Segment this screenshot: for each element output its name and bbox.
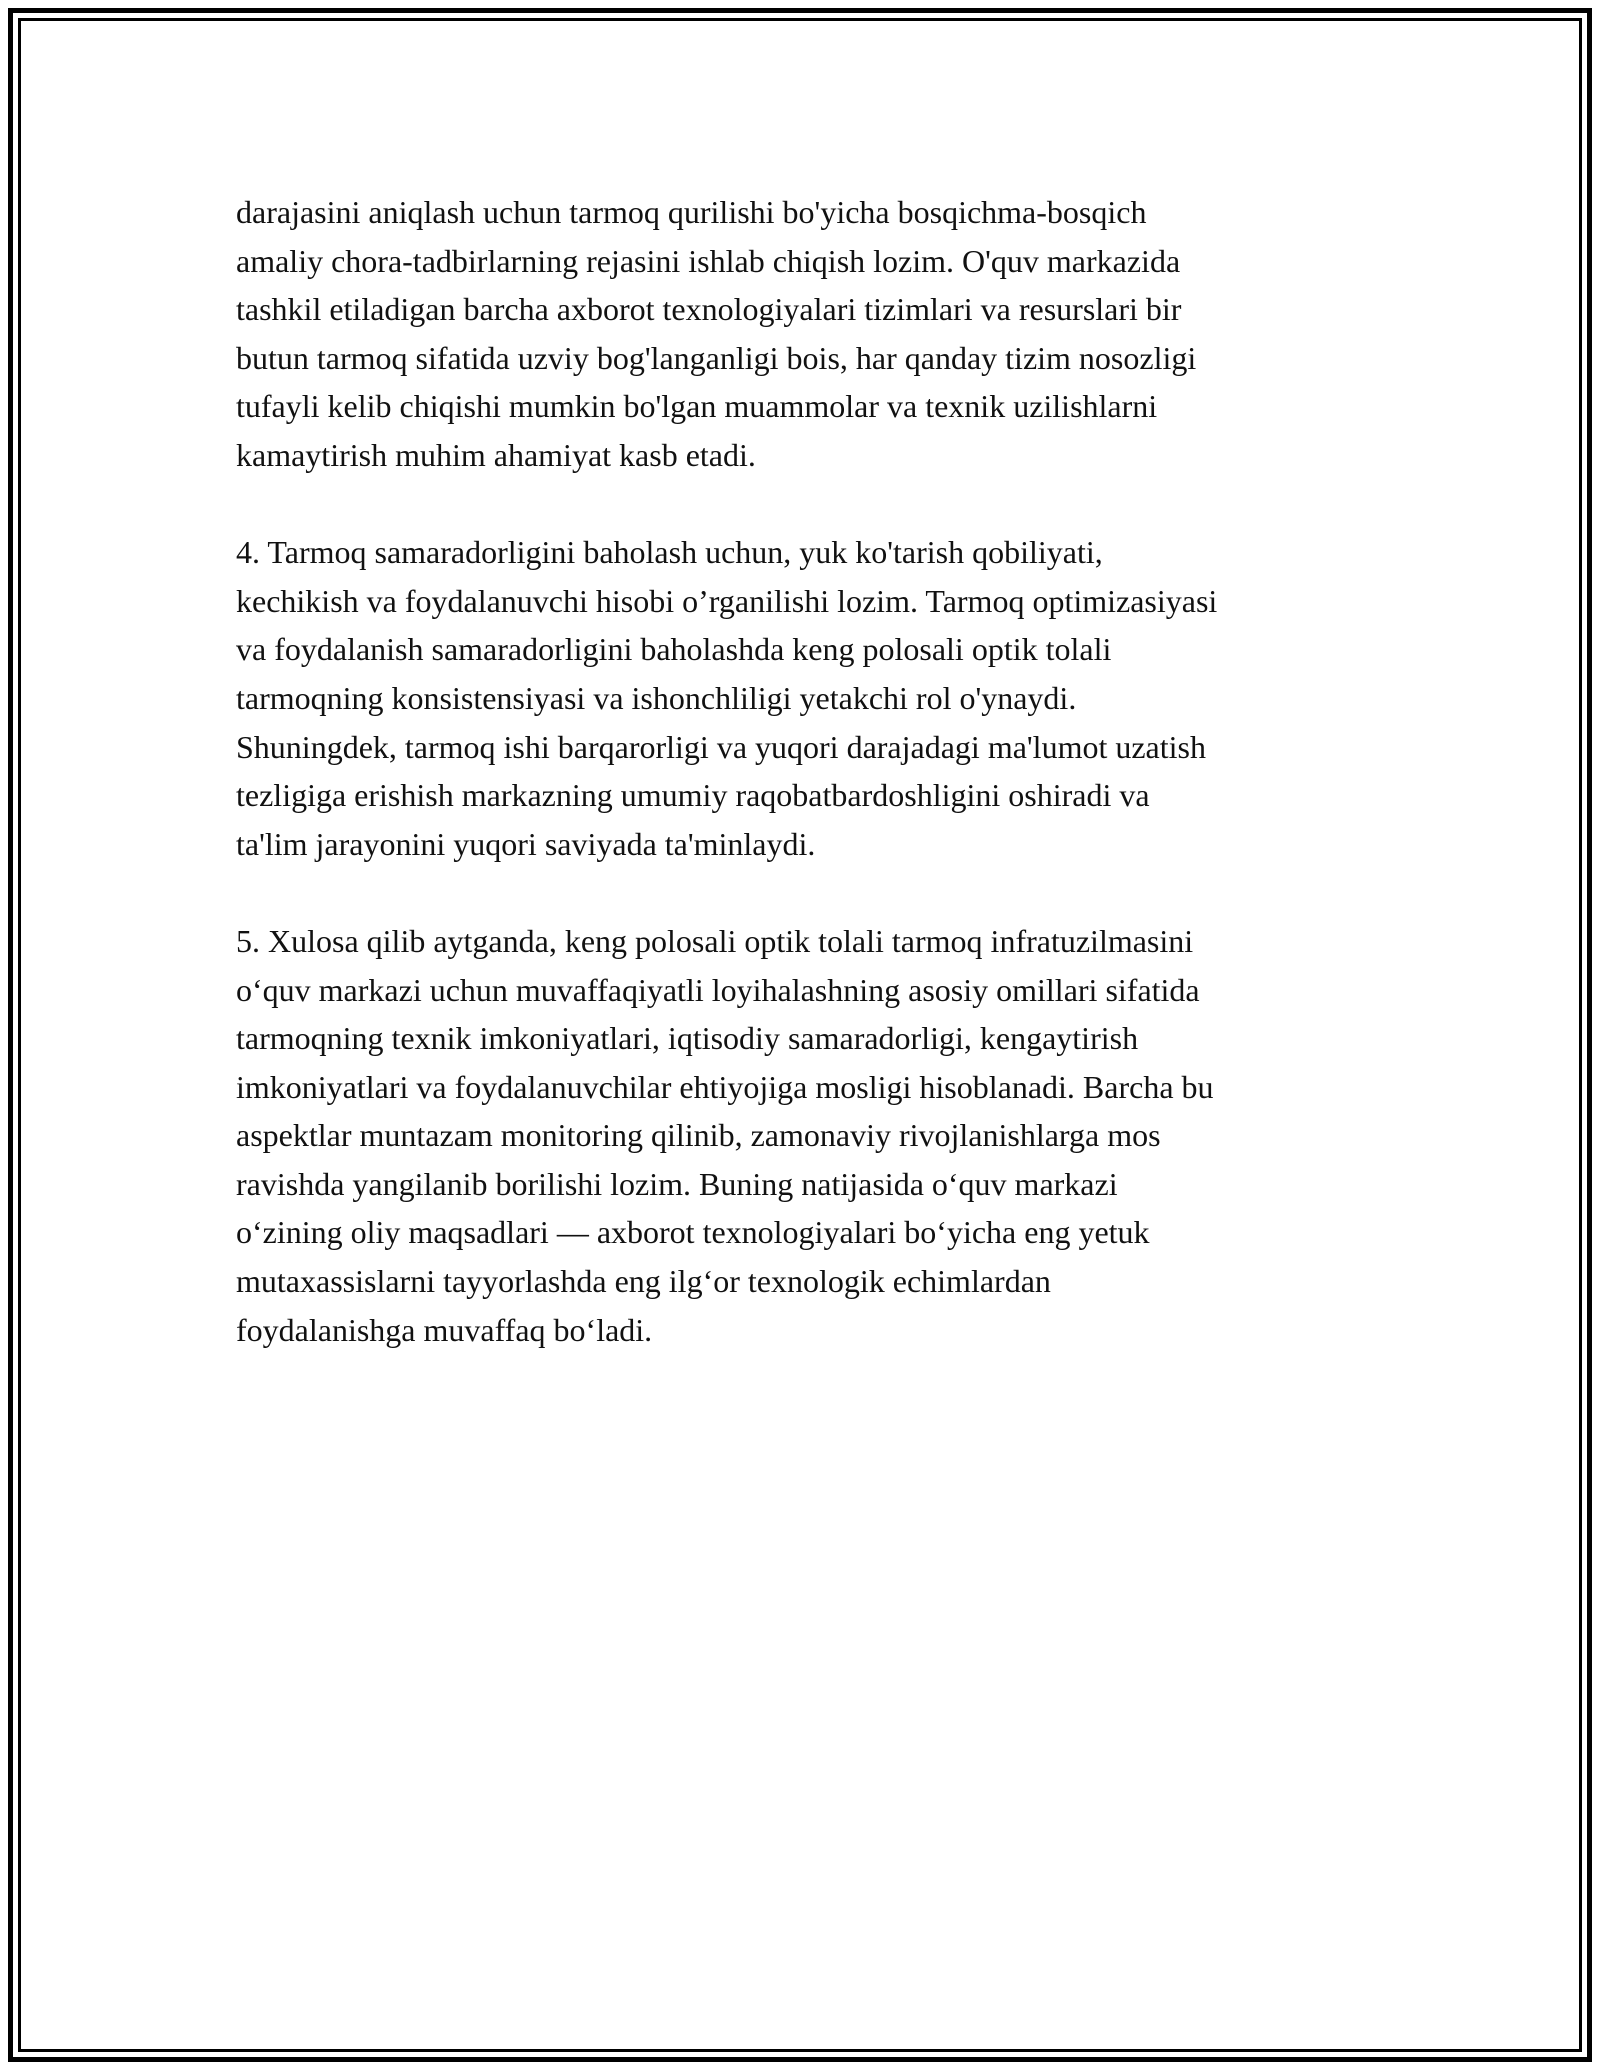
document-body [236, 188, 1386, 1354]
text-line: tarmoqning texnik imkoniyatlari, iqtisodiy samaradorligi, kengaytirish [236, 1020, 1139, 1057]
text-line: mutaxassislarni tayyorlashda eng ilg‘or texnologik echimlardan [236, 1263, 1051, 1300]
text-line: butun tarmoq sifatida uzviy bog'langanligi bois, har qanday tizim nosozligi [236, 339, 1197, 376]
paragraph-1 [236, 188, 1386, 480]
text-line: va foydalanish samaradorligini baholashda keng polosali optik tolali [236, 631, 1112, 668]
paragraph-3 [236, 917, 1386, 1354]
text-line: tarmoqning konsistensiyasi va ishonchliligi yetakchi rol o'ynaydi. [236, 679, 1077, 716]
text-line: ta'lim jarayonini yuqori saviyada ta'minlaydi. [236, 825, 816, 862]
text-line: o‘zining oliy maqsadlari — axborot texnologiyalari bo‘yicha eng yetuk [236, 1214, 1150, 1251]
paragraph-2 [236, 528, 1386, 868]
text-line: aspektlar muntazam monitoring qilinib, zamonaviy rivojlanishlarga mos [236, 1117, 1161, 1154]
text-line: darajasini aniqlash uchun tarmoq qurilishi bo'yicha bosqichma-bosqich [236, 194, 1147, 230]
text-line: imkoniyatlari va foydalanuvchilar ehtiyojiga mosligi hisoblanadi. Barcha bu [236, 1068, 1214, 1105]
text-line: tufayli kelib chiqishi mumkin bo'lgan muammolar va texnik uzilishlarni [236, 388, 1158, 425]
text-line: o‘quv markazi uchun muvaffaqiyatli loyihalashning asosiy omillari sifatida [236, 971, 1200, 1008]
text-line: tashkil etiladigan barcha axborot texnologiyalari tizimlari va resurslari bir [236, 291, 1182, 328]
text-line: foydalanishga muvaffaq bo‘ladi. [236, 1311, 653, 1348]
text-line: tezligiga erishish markazning umumiy raqobatbardoshligini oshiradi va [236, 777, 1150, 814]
text-line: ravishda yangilanib borilishi lozim. Buning natijasida o‘quv markazi [236, 1165, 1118, 1202]
text-line: amaliy chora-tadbirlarning rejasini ishlab chiqish lozim. O'quv markazida [236, 242, 1181, 279]
text-line: kamaytirish muhim ahamiyat kasb etadi. [236, 436, 756, 473]
text-line: 5. Xulosa qilib aytganda, keng polosali optik tolali tarmoq infratuzilmasini [236, 922, 1194, 959]
text-line: kechikish va foydalanuvchi hisobi o’rganilishi lozim. Tarmoq optimizasiyasi [236, 582, 1218, 619]
text-line: Shuningdek, tarmoq ishi barqarorligi va yuqori darajadagi ma'lumot uzatish [236, 728, 1206, 765]
text-line: 4. Tarmoq samaradorligini baholash uchun, yuk ko'tarish qobiliyati, [236, 534, 1103, 571]
